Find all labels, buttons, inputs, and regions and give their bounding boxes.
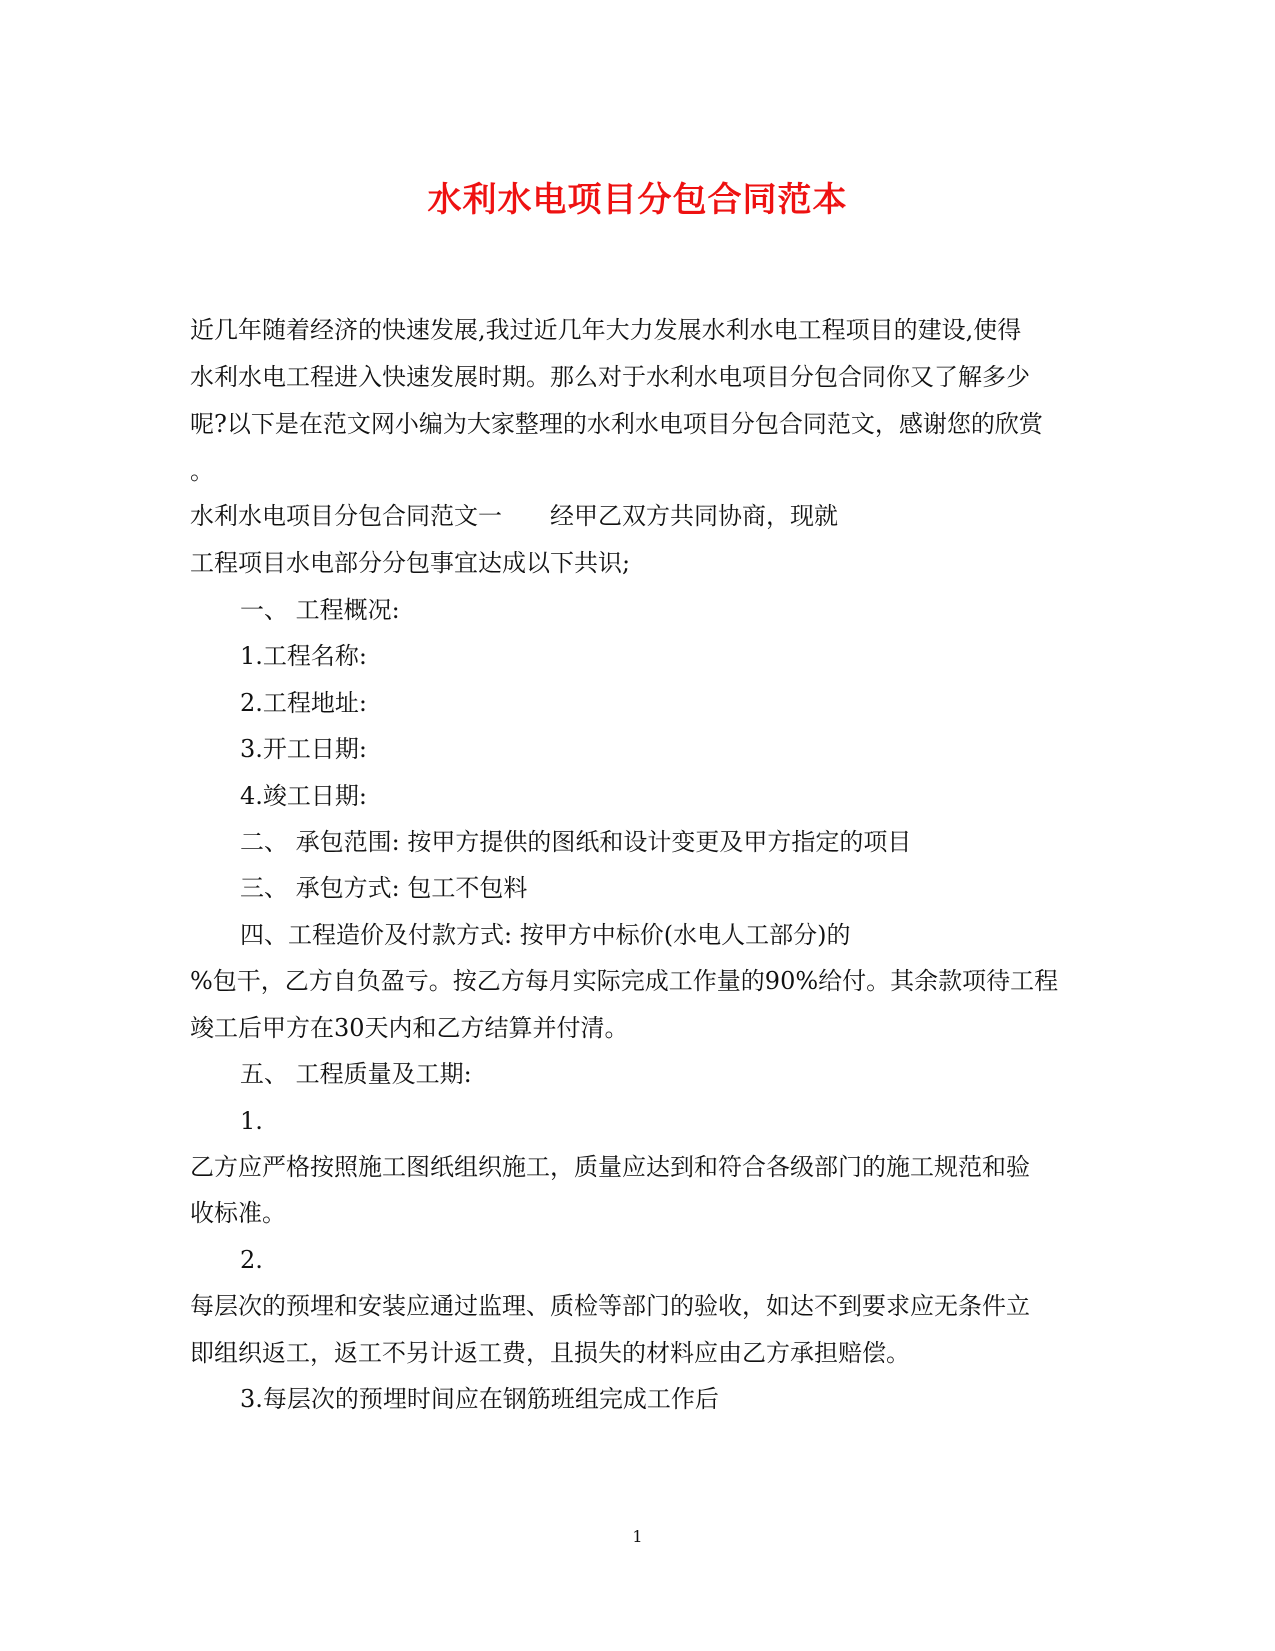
quality-item-1-line-2: 收标准。	[190, 1199, 286, 1227]
page-number: 1	[632, 1527, 643, 1546]
section-heading-line	[190, 501, 838, 531]
section-heading-tail: 经甲乙双方共同协商，现就	[550, 502, 838, 530]
intro-line-1: 近几年随着经济的快速发展,我过近几年大力发展水利水电工程项目的建设,使得	[190, 316, 1022, 344]
quality-item-3: 3.每层次的预埋时间应在钢筋班组完成工作后	[240, 1385, 719, 1413]
quality-item-2-line-1: 每层次的预埋和安装应通过监理、质检等部门的验收，如达不到要求应无条件立	[190, 1292, 1030, 1320]
quality-item-1-line-1: 乙方应严格按照施工图纸组织施工，质量应达到和符合各级部门的施工规范和验	[190, 1153, 1030, 1181]
intro-line-4: 。	[190, 457, 214, 485]
document-title: 水利水电项目分包合同范本	[427, 180, 848, 220]
quality-item-1-number: 1.	[240, 1107, 263, 1135]
item-project-address: 2.工程地址:	[240, 689, 367, 717]
section-heading: 水利水电项目分包合同范文一	[190, 502, 502, 530]
item-project-name: 1.工程名称:	[240, 642, 367, 670]
item-start-date: 3.开工日期:	[240, 735, 367, 763]
item-finish-date: 4.竣工日期:	[240, 782, 367, 810]
item-contract-scope: 二、 承包范围: 按甲方提供的图纸和设计变更及甲方指定的项目	[240, 828, 912, 856]
item-price-payment: 四、工程造价及付款方式: 按甲方中标价(水电人工部分)的	[240, 921, 851, 949]
intro-line-3: 呢?以下是在范文网小编为大家整理的水利水电项目分包合同范文，感谢您的欣赏	[190, 410, 1043, 438]
price-continuation-1: %包干，乙方自负盈亏。按乙方每月实际完成工作量的90%给付。其余款项待工程	[190, 967, 1059, 995]
item-contract-method: 三、 承包方式: 包工不包料	[240, 874, 528, 902]
item-quality-schedule: 五、 工程质量及工期:	[240, 1060, 472, 1088]
quality-item-2-line-2: 即组织返工，返工不另计返工费，且损失的材料应由乙方承担赔偿。	[190, 1339, 910, 1367]
quality-item-2-number: 2.	[240, 1246, 263, 1274]
intro-line-2: 水利水电工程进入快速发展时期。那么对于水利水电项目分包合同你又了解多少	[190, 363, 1030, 391]
item-overview: 一、 工程概况:	[240, 596, 400, 624]
consensus-line: 工程项目水电部分分包事宜达成以下共识;	[190, 549, 631, 577]
price-continuation-2: 竣工后甲方在30天内和乙方结算并付清。	[190, 1014, 629, 1042]
